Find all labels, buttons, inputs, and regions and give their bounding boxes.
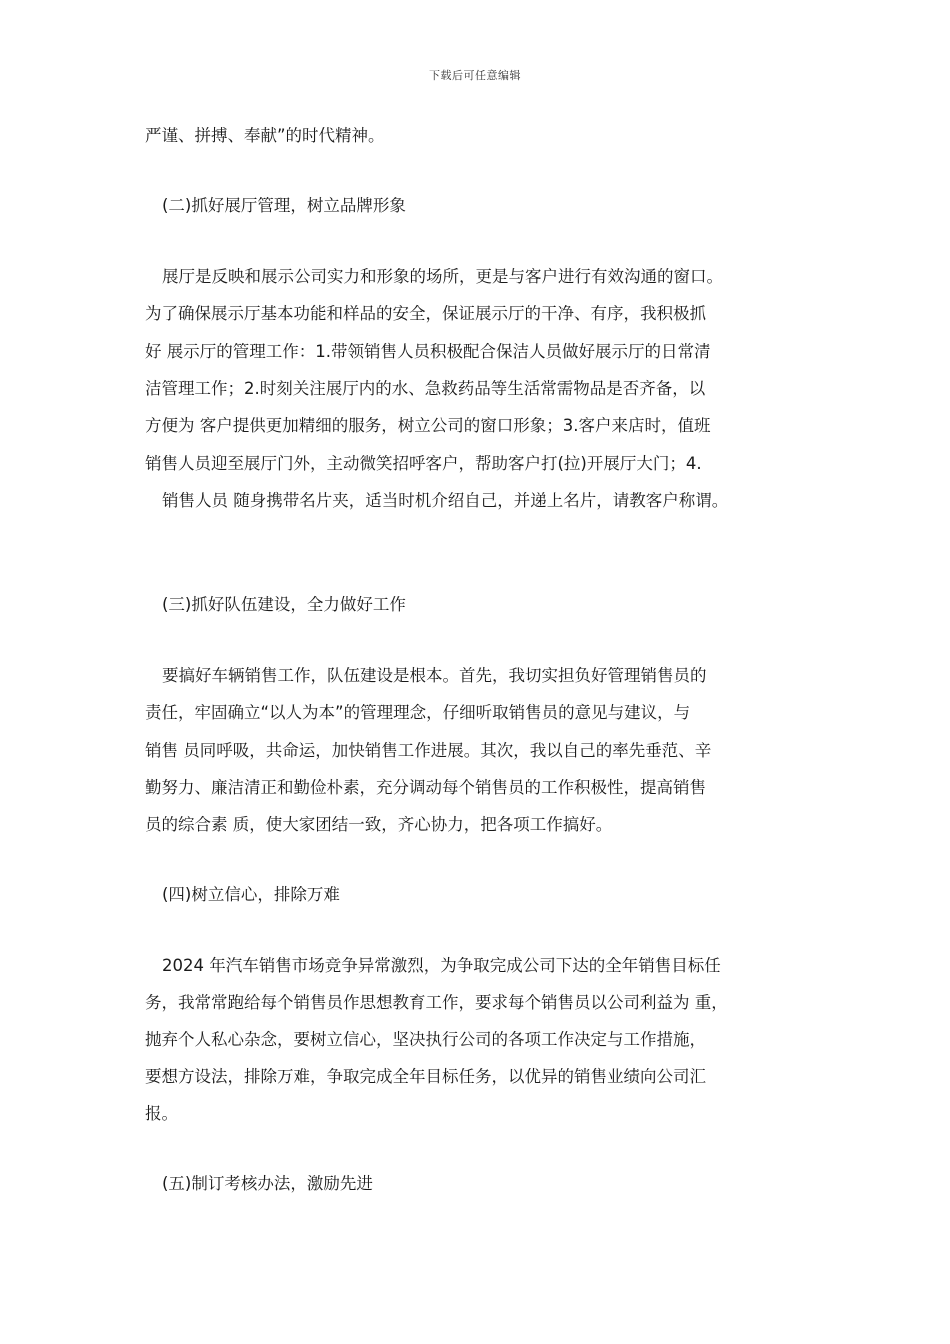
paragraph-line: 抛弃个人私心杂念，要树立信心，坚决执行公司的各项工作决定与工作措施， — [145, 1030, 706, 1049]
paragraph-line: 责任，牢固确立“以人为本”的管理理念，仔细听取销售员的意见与建议，与 — [145, 703, 691, 722]
section-heading-5: (五)制订考核办法，激励先进 — [162, 1174, 373, 1193]
paragraph-line: 为了确保展示厅基本功能和样品的安全，保证展示厅的干净、有序，我积极抓 — [145, 304, 706, 323]
paragraph-line: 报。 — [145, 1104, 178, 1123]
paragraph-line: 严谨、拼搏、奉献”的时代精神。 — [145, 126, 385, 145]
paragraph-line: 展厅是反映和展示公司实力和形象的场所，更是与客户进行有效沟通的窗口。 — [162, 267, 723, 286]
section-heading-3: (三)抓好队伍建设，全力做好工作 — [162, 595, 406, 614]
paragraph-line: 好 展示厅的管理工作：1.带领销售人员积极配合保洁人员做好展示厅的日常清 — [145, 342, 711, 361]
paragraph-line: 务，我常常跑给每个销售员作思想教育工作，要求每个销售员以公司利益为 重， — [145, 993, 728, 1012]
paragraph-line: 员的综合素 质，使大家团结一致，齐心协力，把各项工作搞好。 — [145, 815, 613, 834]
paragraph-line: 方便为 客户提供更加精细的服务，树立公司的窗口形象；3.客户来店时，值班 — [145, 416, 711, 435]
paragraph-line: 销售人员 随身携带名片夹，适当时机介绍自己，并递上名片，请教客户称谓。 — [162, 491, 729, 510]
paragraph-line: 要想方设法，排除万难，争取完成全年目标任务，以优异的销售业绩向公司汇 — [145, 1067, 706, 1086]
section-heading-4: (四)树立信心，排除万难 — [162, 885, 340, 904]
section-heading-2: (二)抓好展厅管理，树立品牌形象 — [162, 196, 406, 215]
paragraph-line: 销售 员同呼吸，共命运，加快销售工作进展。其次，我以自己的率先垂范、辛 — [145, 741, 712, 760]
paragraph-line: 要搞好车辆销售工作，队伍建设是根本。首先，我切实担负好管理销售员的 — [162, 666, 707, 685]
paragraph-line: 销售人员迎至展厅门外，主动微笑招呼客户，帮助客户打(拉)开展厅大门；4. — [145, 454, 702, 473]
paragraph-line: 2024 年汽车销售市场竞争异常激烈，为争取完成公司下达的全年销售目标任 — [162, 956, 721, 975]
header-note: 下载后可任意编辑 — [429, 69, 521, 82]
paragraph-line: 洁管理工作；2.时刻关注展厅内的水、急救药品等生活常需物品是否齐备，以 — [145, 379, 706, 398]
paragraph-line: 勤努力、廉洁清正和勤俭朴素，充分调动每个销售员的工作积极性，提高销售 — [145, 778, 706, 797]
